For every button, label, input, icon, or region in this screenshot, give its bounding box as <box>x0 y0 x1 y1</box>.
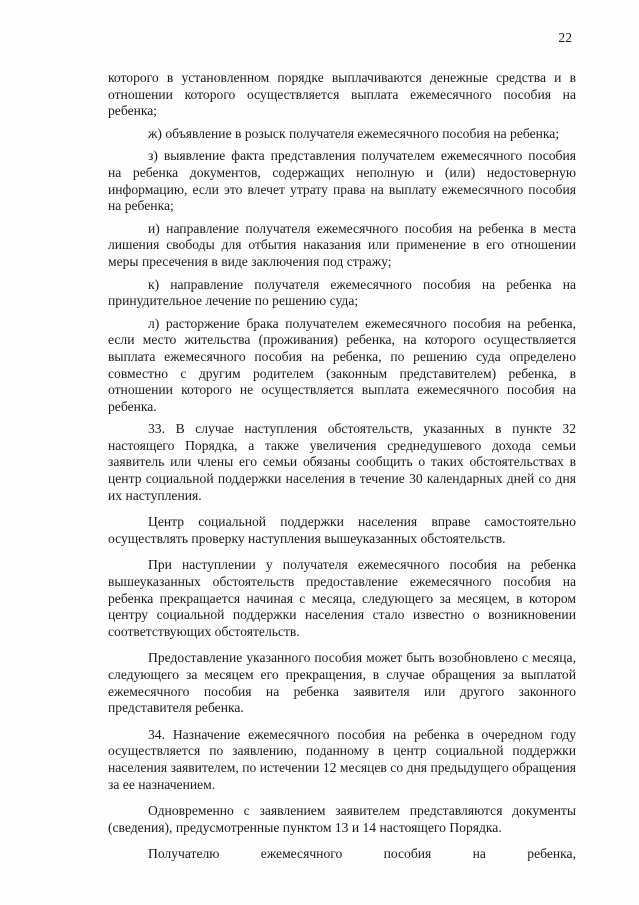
paragraph-item-zh: ж) объявление в розыск получателя ежемесячного пособия на ребенка; <box>148 125 560 141</box>
paragraph-termination: При наступлении у получателя ежемесячного пособия на ребенка вышеуказанных обстоятельств предоставление ежемесячного пособия на ребенка прекращается начиная с месяца, следующего за месяцем, в котором центру социальной поддержки населения стало известно о возникновении соответствующих обстоятельств. <box>108 557 576 639</box>
paragraph-item-k: к) направление получателя ежемесячного пособия на ребенка на принудительное лечение по решению суда; <box>108 276 576 309</box>
paragraph-recipient: Получателю ежемесячного пособия на ребенка, <box>148 846 576 862</box>
document-body <box>108 70 576 863</box>
paragraph-continuation: которого в установленном порядке выплачиваются денежные средства и в отношении которого осуществляется выплата ежемесячного пособия на ребенка; <box>108 70 576 119</box>
paragraph-item-z: з) выявление факта представления получателем ежемесячного пособия на ребенка документов, содержащих неполную и (или) недостоверную информацию, если это влечет утрату права на выплату ежемесячного пособия на ребенка; <box>108 148 576 214</box>
paragraph-clause-34: 34. Назначение ежемесячного пособия на ребенка в очередном году осуществляется по заявлению, поданному в центр социальной поддержки населения заявителем, по истечении 12 месяцев со дня предыдущего обращения за ее назначением. <box>108 726 576 792</box>
paragraph-center-check: Центр социальной поддержки населения вправе самостоятельно осуществлять проверку наступления вышеуказанных обстоятельств. <box>108 514 576 546</box>
page-number: 22 <box>558 30 572 45</box>
paragraph-resumption: Предоставление указанного пособия может быть возобновлено с месяца, следующего за месяцем его прекращения, в случае обращения за выплатой ежемесячного пособия на ребенка заявителя или другого законного представителя ребенка. <box>108 650 576 716</box>
paragraph-documents: Одновременно с заявлением заявителем представляются документы (сведения), предусмотренные пунктом 13 и 14 настоящего Порядка. <box>108 803 576 835</box>
paragraph-item-l: л) расторжение брака получателем ежемесячного пособия на ребенка, если место жительства (проживания) ребенка, на которого осуществляется выплата ежемесячного пособия на ребенка, по решению суда определено совместно с другим родителем (законным представителем) ребенка, в отношении которого не осуществляется выплата ежемесячного пособия на ребенка. <box>108 315 576 414</box>
paragraph-item-i: и) направление получателя ежемесячного пособия на ребенка в места лишения свободы для отбытия наказания или применение в его отношении меры пресечения в виде заключения под стражу; <box>108 220 576 269</box>
paragraph-clause-33: 33. В случае наступления обстоятельств, указанных в пункте 32 настоящего Порядка, а также увеличения среднедушевого дохода семьи заявитель или члены его семьи обязаны сообщить о таких обстоятельствах в центр социальной поддержки населения в течение 30 календарных дней со дня их наступления. <box>108 421 576 503</box>
